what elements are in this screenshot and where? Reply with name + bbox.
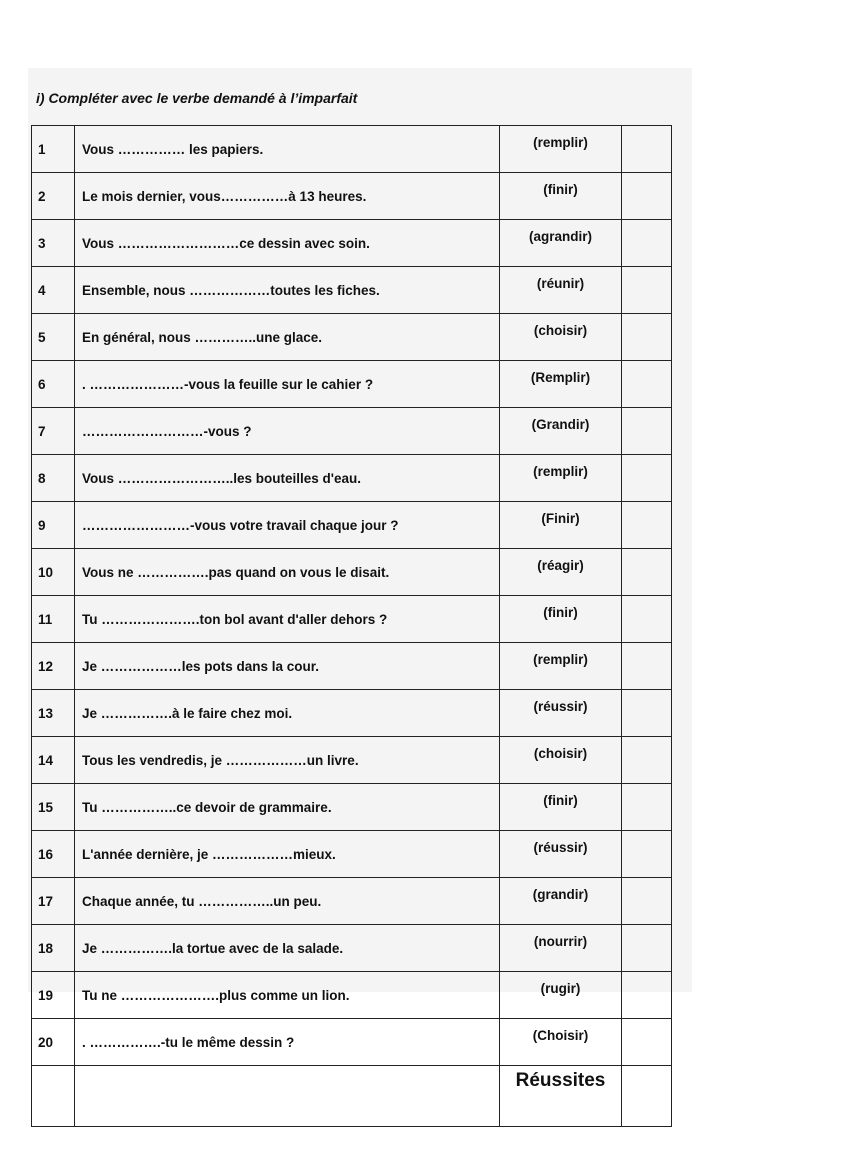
row-verb: (remplir) [500, 455, 622, 502]
row-number: 19 [32, 972, 75, 1019]
exercise-row [32, 502, 672, 549]
row-sentence: Tu ………………….ton bol avant d'aller dehors ? [75, 596, 500, 643]
row-sentence: L'année dernière, je ………………mieux. [75, 831, 500, 878]
row-verb: (rugir) [500, 972, 622, 1019]
row-number: 1 [32, 126, 75, 173]
row-number: 3 [32, 220, 75, 267]
exercise-row [32, 831, 672, 878]
row-sentence: Je …………….à le faire chez moi. [75, 690, 500, 737]
row-verb: (Choisir) [500, 1019, 622, 1066]
row-verb: (réagir) [500, 549, 622, 596]
row-sentence: Je ………………les pots dans la cour. [75, 643, 500, 690]
footer-sentence-cell [75, 1066, 500, 1127]
row-sentence: Je …………….la tortue avec de la salade. [75, 925, 500, 972]
row-score-cell[interactable] [622, 784, 672, 831]
row-verb: (Finir) [500, 502, 622, 549]
exercise-rows [32, 126, 672, 1066]
row-score-cell[interactable] [622, 690, 672, 737]
exercise-row [32, 925, 672, 972]
row-number: 16 [32, 831, 75, 878]
exercise-row [32, 220, 672, 267]
row-score-cell[interactable] [622, 361, 672, 408]
row-sentence: Vous …………… les papiers. [75, 126, 500, 173]
row-score-cell[interactable] [622, 925, 672, 972]
row-sentence: Vous ne …………….pas quand on vous le disait. [75, 549, 500, 596]
reussites-label: Réussites [500, 1066, 622, 1127]
row-sentence: Tous les vendredis, je ………………un livre. [75, 737, 500, 784]
row-number: 13 [32, 690, 75, 737]
row-verb: (nourrir) [500, 925, 622, 972]
row-number: 12 [32, 643, 75, 690]
row-score-cell[interactable] [622, 737, 672, 784]
row-number: 11 [32, 596, 75, 643]
row-number: 2 [32, 173, 75, 220]
exercise-row [32, 408, 672, 455]
row-score-cell[interactable] [622, 314, 672, 361]
row-sentence: . …………….-tu le même dessin ? [75, 1019, 500, 1066]
exercise-row [32, 314, 672, 361]
row-score-cell[interactable] [622, 220, 672, 267]
row-number: 10 [32, 549, 75, 596]
row-score-cell[interactable] [622, 1019, 672, 1066]
row-number: 18 [32, 925, 75, 972]
exercise-instruction: i) Compléter avec le verbe demandé à l’imparfait [36, 90, 358, 106]
row-verb: (réussir) [500, 690, 622, 737]
row-verb: (Remplir) [500, 361, 622, 408]
exercise-row [32, 126, 672, 173]
exercise-row [32, 173, 672, 220]
footer-num-cell [32, 1066, 75, 1127]
row-score-cell[interactable] [622, 643, 672, 690]
exercise-row [32, 690, 672, 737]
row-score-cell[interactable] [622, 126, 672, 173]
row-verb: (réussir) [500, 831, 622, 878]
row-sentence: Le mois dernier, vous……………à 13 heures. [75, 173, 500, 220]
row-number: 7 [32, 408, 75, 455]
row-sentence: Vous ……………………..les bouteilles d'eau. [75, 455, 500, 502]
row-number: 6 [32, 361, 75, 408]
row-score-cell[interactable] [622, 408, 672, 455]
row-sentence: Tu ……………..ce devoir de grammaire. [75, 784, 500, 831]
row-verb: (finir) [500, 596, 622, 643]
row-score-cell[interactable] [622, 596, 672, 643]
row-sentence: Ensemble, nous ………………toutes les fiches. [75, 267, 500, 314]
reussites-score-cell[interactable] [622, 1066, 672, 1127]
row-sentence: Tu ne ………………….plus comme un lion. [75, 972, 500, 1019]
row-verb: (grandir) [500, 878, 622, 925]
row-score-cell[interactable] [622, 831, 672, 878]
row-score-cell[interactable] [622, 502, 672, 549]
row-verb: (réunir) [500, 267, 622, 314]
row-verb: (remplir) [500, 126, 622, 173]
row-sentence: En général, nous …………..une glace. [75, 314, 500, 361]
row-number: 15 [32, 784, 75, 831]
row-number: 4 [32, 267, 75, 314]
row-score-cell[interactable] [622, 972, 672, 1019]
exercise-table [31, 125, 672, 1127]
row-verb: (agrandir) [500, 220, 622, 267]
exercise-row [32, 549, 672, 596]
exercise-row [32, 643, 672, 690]
exercise-row [32, 455, 672, 502]
row-sentence: Chaque année, tu ……………..un peu. [75, 878, 500, 925]
row-verb: (choisir) [500, 737, 622, 784]
row-sentence: ………………………-vous ? [75, 408, 500, 455]
row-number: 5 [32, 314, 75, 361]
row-score-cell[interactable] [622, 878, 672, 925]
row-verb: (Grandir) [500, 408, 622, 455]
row-sentence: ……………………-vous votre travail chaque jour ? [75, 502, 500, 549]
exercise-row [32, 361, 672, 408]
exercise-row [32, 596, 672, 643]
row-score-cell[interactable] [622, 455, 672, 502]
row-number: 9 [32, 502, 75, 549]
row-sentence: . …………………-vous la feuille sur le cahier ? [75, 361, 500, 408]
row-score-cell[interactable] [622, 267, 672, 314]
row-score-cell[interactable] [622, 173, 672, 220]
row-verb: (finir) [500, 173, 622, 220]
row-sentence: Vous ………………………ce dessin avec soin. [75, 220, 500, 267]
exercise-row [32, 737, 672, 784]
row-number: 17 [32, 878, 75, 925]
row-verb: (choisir) [500, 314, 622, 361]
row-number: 8 [32, 455, 75, 502]
footer-row [32, 1066, 672, 1127]
exercise-row [32, 878, 672, 925]
row-number: 20 [32, 1019, 75, 1066]
row-number: 14 [32, 737, 75, 784]
exercise-row [32, 267, 672, 314]
row-verb: (finir) [500, 784, 622, 831]
exercise-row [32, 972, 672, 1019]
row-score-cell[interactable] [622, 549, 672, 596]
exercise-row [32, 784, 672, 831]
row-verb: (remplir) [500, 643, 622, 690]
exercise-row [32, 1019, 672, 1066]
